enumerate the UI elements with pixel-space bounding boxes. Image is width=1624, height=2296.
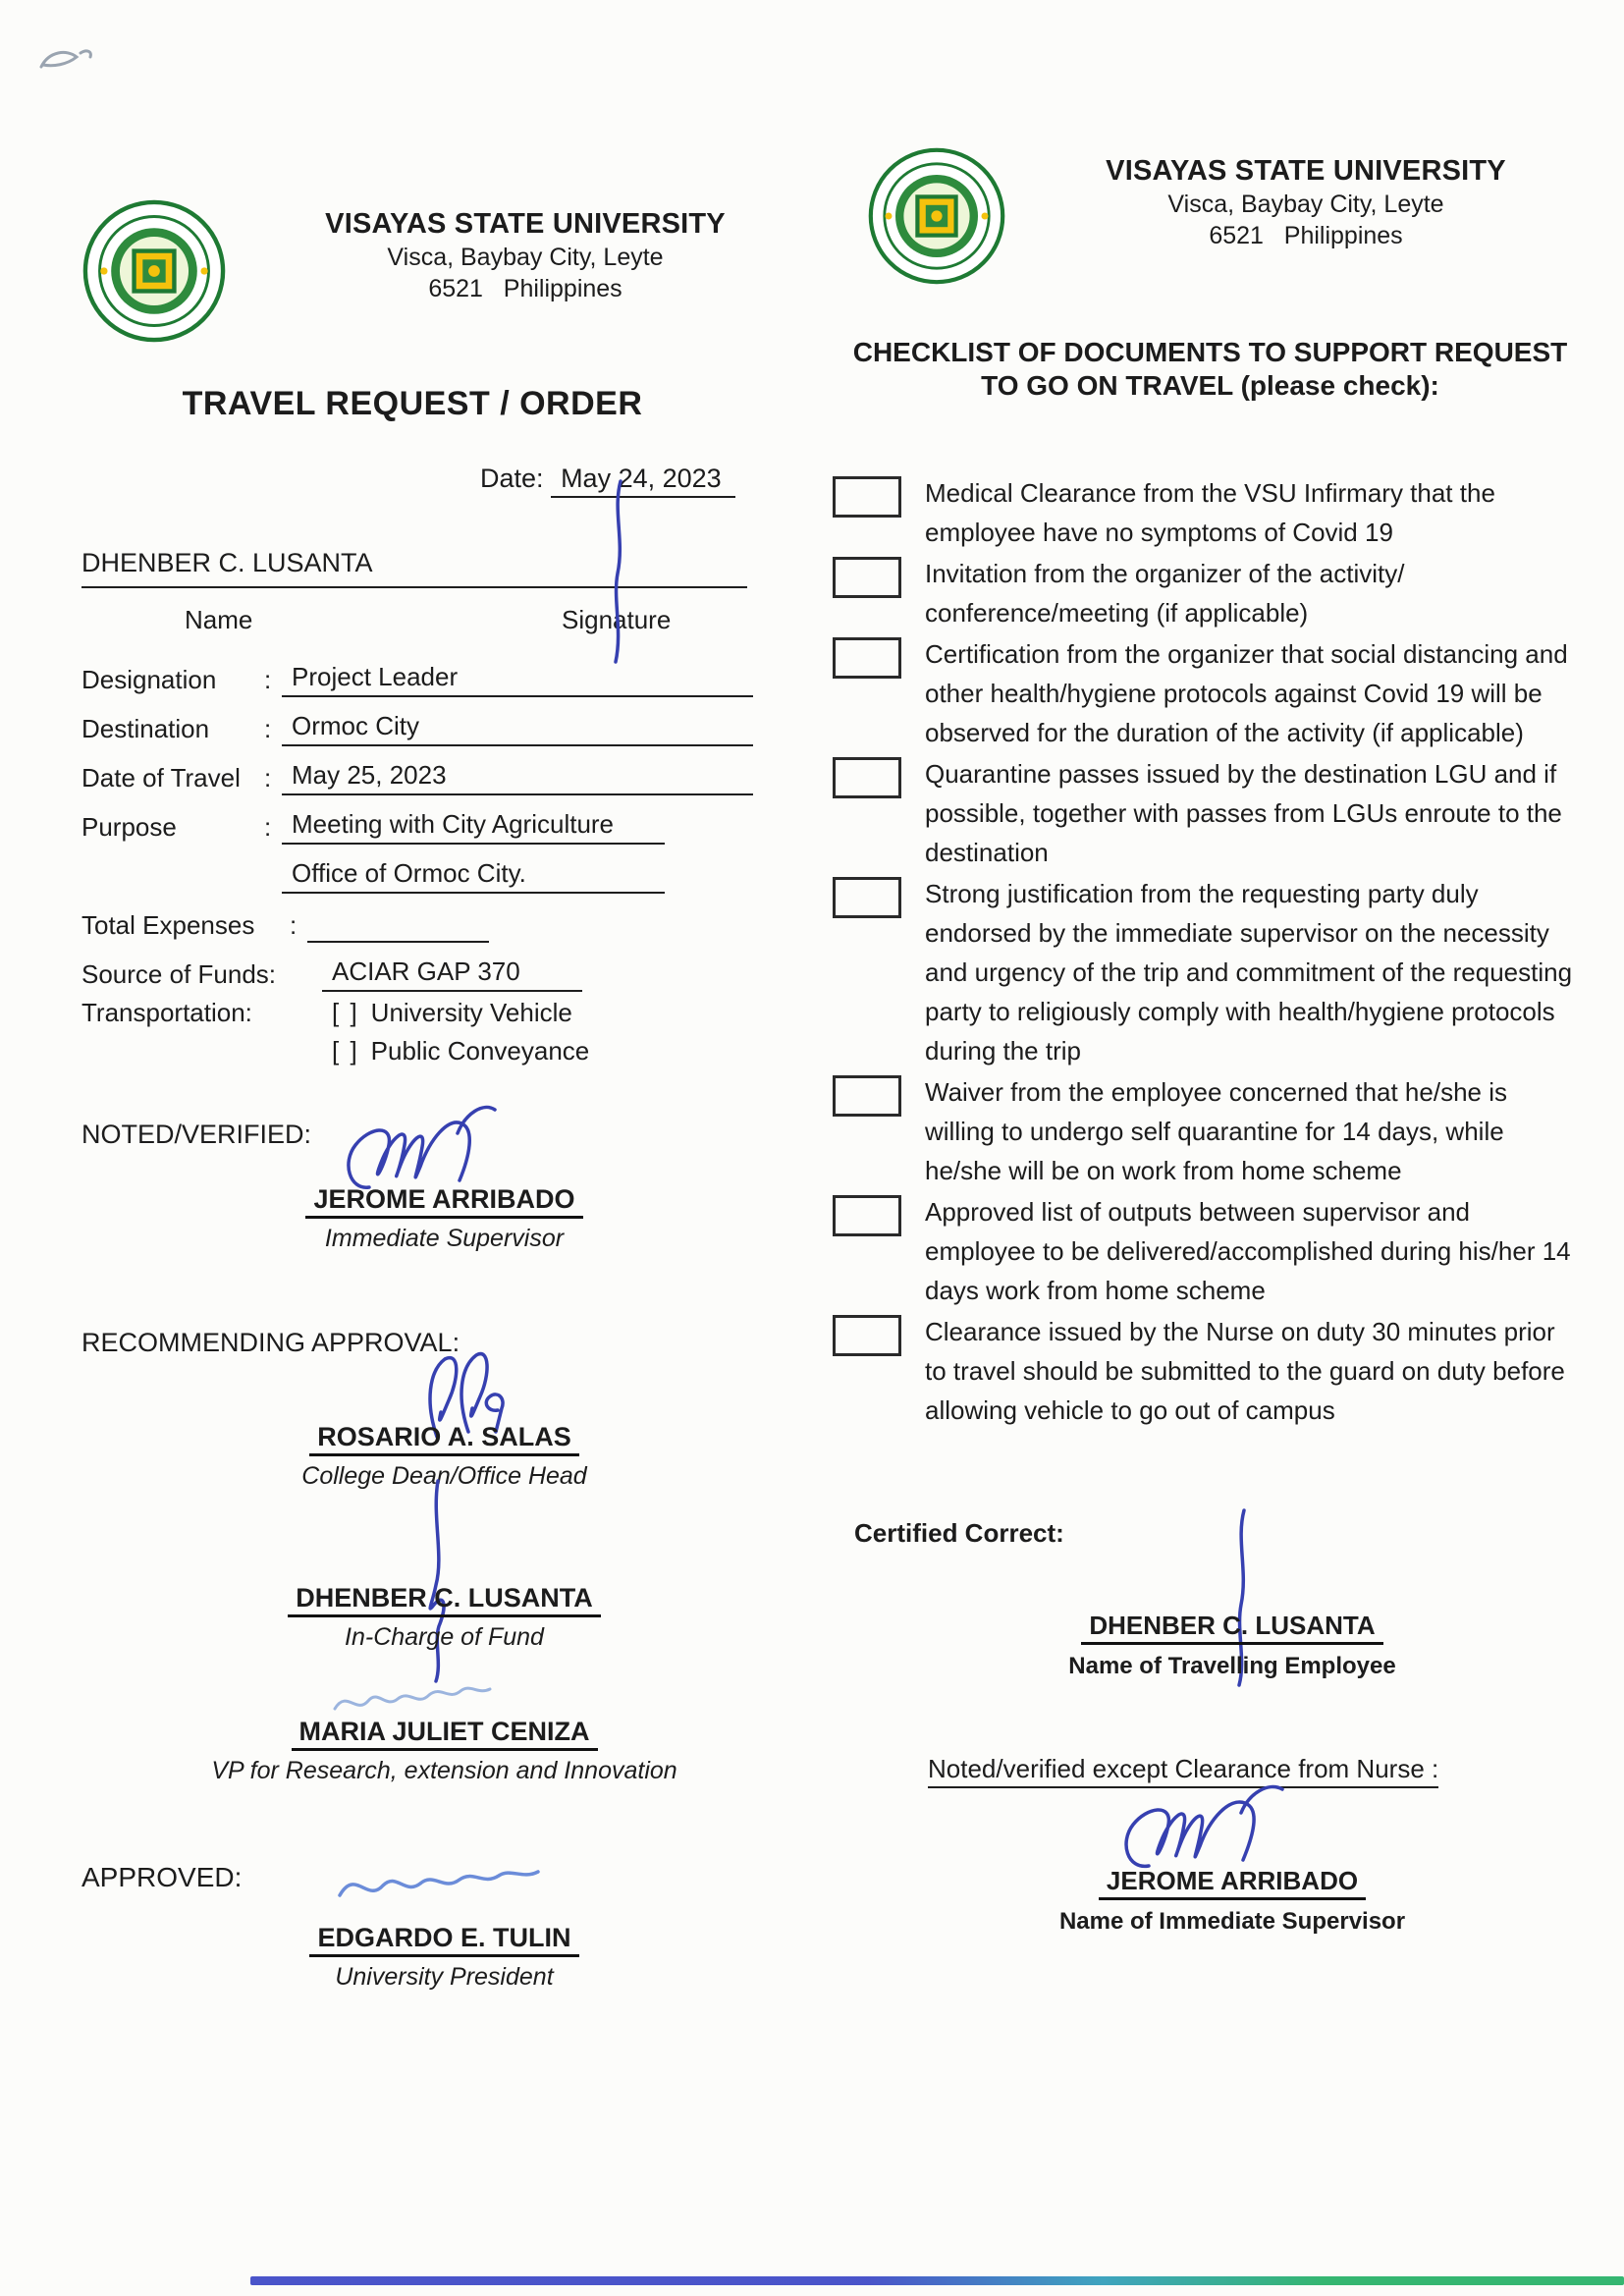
university-vehicle-checkbox[interactable]: [ ] (332, 998, 359, 1027)
scan-artifact-line (250, 2276, 1624, 2285)
public-conveyance-checkbox[interactable]: [ ] (332, 1036, 359, 1066)
field-row-source-of-funds (81, 943, 788, 992)
checklist-item-waiver (833, 1072, 1577, 1190)
checklist-checkbox[interactable] (833, 637, 901, 679)
checklist-checkbox[interactable] (833, 757, 901, 798)
checklist-item-text: Invitation from the organizer of the activity/ conference/meeting (if applicable) (925, 559, 1405, 628)
university-address-line2: 6521 Philippines (1209, 222, 1403, 249)
field-label: Total Expenses (81, 910, 255, 940)
field-value: Office of Ormoc City. (282, 858, 665, 894)
field-value: Meeting with City Agriculture (282, 809, 665, 845)
field-value: Project Leader (282, 662, 753, 697)
checklist-item-strong-justification (833, 874, 1577, 1070)
field-label: Source of Funds: (81, 959, 276, 989)
checklist-title (844, 336, 1576, 403)
date-value: May 24, 2023 (551, 464, 735, 498)
checklist-item-nurse-clearance (833, 1312, 1577, 1430)
vsu-seal-left (82, 199, 226, 348)
requester-name-line (81, 548, 747, 588)
field-colon: : (264, 812, 272, 842)
field-label: Date of Travel (81, 763, 241, 793)
scan-mark-squiggle (37, 43, 96, 79)
vsu-seal-right (868, 147, 1005, 290)
noted-signatory (177, 1184, 712, 1253)
checklist-checkbox[interactable] (833, 1315, 901, 1356)
travelling-employee-name: DHENBER C. LUSANTA (1081, 1611, 1382, 1645)
checklist-title-line2: TO GO ON TRAVEL (please check): (981, 370, 1439, 401)
requester-name-value: DHENBER C. LUSANTA (81, 548, 373, 577)
transportation-section (81, 994, 788, 1070)
field-colon: : (264, 665, 272, 694)
document-title: TRAVEL REQUEST / ORDER (182, 385, 643, 422)
field-label: Destination (81, 714, 210, 743)
field-colon: : (264, 714, 272, 743)
university-address-line2: 6521 Philippines (428, 275, 623, 302)
recommending-signatory-3 (177, 1717, 712, 1785)
university-name: VISAYAS STATE UNIVERSITY (325, 208, 726, 240)
field-row-total-expenses (81, 894, 788, 943)
checklist-checkbox[interactable] (833, 1195, 901, 1236)
checklist (833, 473, 1577, 1432)
field-value (307, 938, 489, 943)
checklist-item-text: Clearance issued by the Nurse on duty 30 minutes prior to travel should be submitted to the guard on duty before allowing vehicle to go out of campus (925, 1317, 1565, 1425)
checklist-item-approved-outputs (833, 1192, 1577, 1310)
dhenber-lusanta-signature (412, 1477, 463, 1685)
checklist-item-text: Strong justification from the requesting party duly endorsed by the immediate supervisor on the necessity and urgency of the trip and commitment of the requesting party to religiously comply with health/hygiene protocols during the trip (925, 879, 1573, 1066)
checklist-item-text: Waiver from the employee concerned that he/she is willing to undergo self quarantine for 14 days, while he/she will be on work from home scheme (925, 1077, 1507, 1185)
signatory-name: JEROME ARRIBADO (305, 1184, 582, 1219)
checklist-item-certification (833, 634, 1577, 752)
vsu-seal-icon (82, 199, 226, 343)
approved-signatory (177, 1923, 712, 1992)
signatory-title: Immediate Supervisor (324, 1225, 565, 1252)
recommending-signatory-1 (177, 1422, 712, 1491)
signatory-name: EDGARDO E. TULIN (309, 1923, 578, 1957)
field-label: Designation (81, 665, 217, 694)
transportation-row-2 (81, 1032, 788, 1070)
field-value: ACIAR GAP 370 (322, 957, 582, 992)
checklist-item-text: Quarantine passes issued by the destination LGU and if possible, together with passes from LGUs enroute to the destination (925, 759, 1562, 867)
noted-except-label-wrap (928, 1754, 1438, 1788)
travelling-employee-caption: Name of Travelling Employee (1068, 1653, 1396, 1679)
university-vehicle-label: University Vehicle (370, 998, 572, 1027)
signatory-name: MARIA JULIET CENIZA (292, 1717, 598, 1751)
noted-verified-label: NOTED/VERIFIED: (81, 1120, 312, 1149)
university-address-line1: Visca, Baybay City, Leyte (387, 244, 664, 271)
approved-label: APPROVED: (81, 1862, 243, 1892)
signatory-name: ROSARIO A. SALAS (309, 1422, 579, 1456)
field-label (81, 892, 264, 894)
recommending-signatory-2 (177, 1583, 712, 1652)
checklist-checkbox[interactable] (833, 476, 901, 518)
field-row-date-of-travel (81, 746, 788, 795)
noted-except-label: Noted/verified except Clearance from Nurse : (928, 1754, 1438, 1788)
date-row (480, 464, 735, 498)
right-university-header (1060, 155, 1551, 250)
field-colon (264, 892, 282, 894)
checklist-item-invitation (833, 554, 1577, 632)
recommending-approval-label: RECOMMENDING APPROVAL: (81, 1328, 460, 1357)
date-label: Date: (480, 464, 544, 493)
form-fields (81, 648, 788, 992)
name-caption: Name (185, 605, 253, 634)
immediate-supervisor-block (1036, 1866, 1429, 1936)
university-name: VISAYAS STATE UNIVERSITY (1106, 155, 1506, 187)
checklist-item-text: Certification from the organizer that social distancing and other health/hygiene protocols against Covid 19 will be observed for the duration of the activity (if applicable) (925, 639, 1568, 747)
field-label: Purpose (81, 812, 177, 842)
field-row-destination (81, 697, 788, 746)
field-row-designation (81, 648, 788, 697)
field-colon: : (264, 763, 272, 793)
checklist-item-medical-clearance (833, 473, 1577, 552)
signatory-title: VP for Research, extension and Innovation (211, 1757, 677, 1784)
checklist-item-quarantine-passes (833, 754, 1577, 872)
field-row-purpose (81, 795, 788, 845)
university-address-line1: Visca, Baybay City, Leyte (1167, 191, 1444, 218)
checklist-checkbox[interactable] (833, 557, 901, 598)
signatory-title: University President (335, 1963, 554, 1991)
signatory-title: In-Charge of Fund (345, 1623, 544, 1651)
immediate-supervisor-name: JEROME ARRIBADO (1099, 1866, 1366, 1900)
certified-correct-label: Certified Correct: (854, 1518, 1064, 1548)
signature-caption: Signature (562, 605, 672, 634)
signatory-name: DHENBER C. LUSANTA (288, 1583, 601, 1617)
checklist-checkbox[interactable] (833, 877, 901, 918)
checklist-item-text: Approved list of outputs between supervisor and employee to be delivered/accomplished during his/her 14 days work from home scheme (925, 1197, 1571, 1305)
checklist-title-line1: CHECKLIST OF DOCUMENTS TO SUPPORT REQUEST (852, 337, 1568, 367)
field-value: Ormoc City (282, 711, 753, 746)
checklist-checkbox[interactable] (833, 1075, 901, 1117)
field-row-purpose-line2 (81, 845, 788, 894)
edgardo-tulin-signature (334, 1854, 555, 1911)
travelling-employee-block (1036, 1611, 1429, 1680)
vsu-seal-icon (868, 147, 1005, 285)
field-colon: : (290, 910, 298, 940)
left-university-header (295, 208, 756, 303)
field-value: May 25, 2023 (282, 760, 753, 795)
transportation-label: Transportation: (81, 998, 252, 1027)
checklist-item-text: Medical Clearance from the VSU Infirmary that the employee have no symptoms of Covid 19 (925, 478, 1495, 547)
transportation-row-1 (81, 994, 788, 1032)
signatory-title: College Dean/Office Head (301, 1462, 587, 1490)
immediate-supervisor-caption: Name of Immediate Supervisor (1058, 1908, 1406, 1935)
public-conveyance-label: Public Conveyance (370, 1036, 590, 1066)
